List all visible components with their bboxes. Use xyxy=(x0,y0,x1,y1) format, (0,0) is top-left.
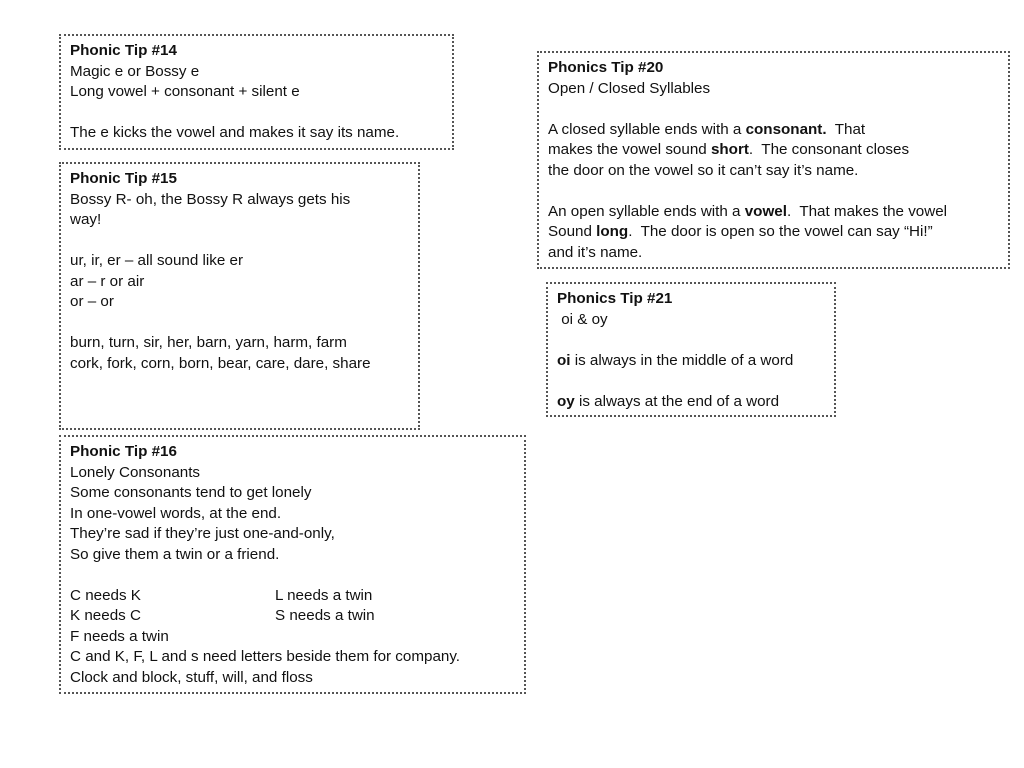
tip-title: Phonics Tip #20 xyxy=(548,59,664,76)
text: . The consonant closes xyxy=(748,141,910,158)
phonic-tip-15 xyxy=(59,162,420,430)
rule-left: K needs C xyxy=(70,607,141,624)
tip-line: burn, turn, sir, her, barn, yarn, harm, farm xyxy=(70,334,347,351)
bold-word: vowel xyxy=(744,202,787,220)
rule-row xyxy=(70,586,515,607)
tip-line: Bossy R- oh, the Bossy R always gets his xyxy=(70,190,351,208)
blank-line xyxy=(70,103,443,124)
tip-line: In one-vowel words, at the end. xyxy=(70,504,282,522)
tip-line: ar – r or air xyxy=(70,272,145,290)
text: is always at the end of a word xyxy=(574,392,780,410)
tip-line xyxy=(548,202,999,223)
bold-word: consonant. xyxy=(745,120,827,138)
rule-row xyxy=(70,606,515,627)
tip-title: Phonics Tip #21 xyxy=(557,290,673,307)
tip-line: F needs a twin xyxy=(70,627,169,645)
tip-line: Some consonants tend to get lonely xyxy=(70,484,312,501)
text: . That makes the vowel xyxy=(786,202,948,220)
tip-line: Magic e or Bossy e xyxy=(70,62,200,80)
phonics-tip-21 xyxy=(546,282,836,417)
blank-line xyxy=(557,371,825,392)
tip-line: C and K, F, L and s need letters beside them for company. xyxy=(70,648,461,665)
text: is always in the middle of a word xyxy=(570,351,794,369)
blank-line xyxy=(70,565,515,586)
rule-right: S needs a twin xyxy=(275,607,375,624)
bold-word: long xyxy=(596,223,629,240)
blank-line xyxy=(548,181,999,202)
phonics-tip-20 xyxy=(537,51,1010,269)
tip-line xyxy=(557,392,825,413)
text: A closed syllable ends with a xyxy=(548,120,746,138)
bold-word: oi xyxy=(557,351,571,369)
tip-line: ur, ir, er – all sound like er xyxy=(70,252,244,269)
blank-line xyxy=(557,330,825,351)
phonic-tip-16 xyxy=(59,435,526,694)
tip-line: cork, fork, corn, born, bear, care, dare, share xyxy=(70,354,371,372)
tip-line: Long vowel + consonant + silent e xyxy=(70,83,300,100)
blank-line xyxy=(70,313,409,334)
tip-line: the door on the vowel so it can’t say it’s name. xyxy=(548,161,859,179)
tip-line: Clock and block, stuff, will, and floss xyxy=(70,668,313,686)
bold-word: short xyxy=(710,141,749,158)
tip-line: The e kicks the vowel and makes it say its name. xyxy=(70,124,400,141)
tip-line xyxy=(557,351,825,372)
text: An open syllable ends with a xyxy=(548,202,745,220)
tip-line xyxy=(548,120,999,141)
rule-right: L needs a twin xyxy=(275,586,373,604)
tip-title: Phonic Tip #14 xyxy=(70,42,177,59)
text: makes the vowel sound xyxy=(548,141,711,158)
tip-line: So give them a twin or a friend. xyxy=(70,545,280,563)
text: . The door is open so the vowel can say “Hi!” xyxy=(628,223,933,240)
tip-line: way! xyxy=(70,211,102,228)
tip-line: oi & oy xyxy=(557,310,608,328)
tip-line: Open / Closed Syllables xyxy=(548,79,711,97)
phonic-tip-14 xyxy=(59,34,454,150)
bold-word: oy xyxy=(557,392,575,410)
blank-line xyxy=(70,231,409,252)
tip-line xyxy=(548,140,999,161)
tip-line: or – or xyxy=(70,293,114,310)
text: Sound xyxy=(548,223,597,240)
tip-line xyxy=(548,222,999,243)
tip-line: Lonely Consonants xyxy=(70,463,201,481)
tip-title: Phonic Tip #16 xyxy=(70,443,177,460)
blank-line xyxy=(548,99,999,120)
rule-left: C needs K xyxy=(70,586,141,604)
text: That xyxy=(826,120,866,138)
tip-line: and it’s name. xyxy=(548,243,643,261)
tip-title: Phonic Tip #15 xyxy=(70,170,177,187)
tip-line: They’re sad if they’re just one-and-only, xyxy=(70,525,335,542)
